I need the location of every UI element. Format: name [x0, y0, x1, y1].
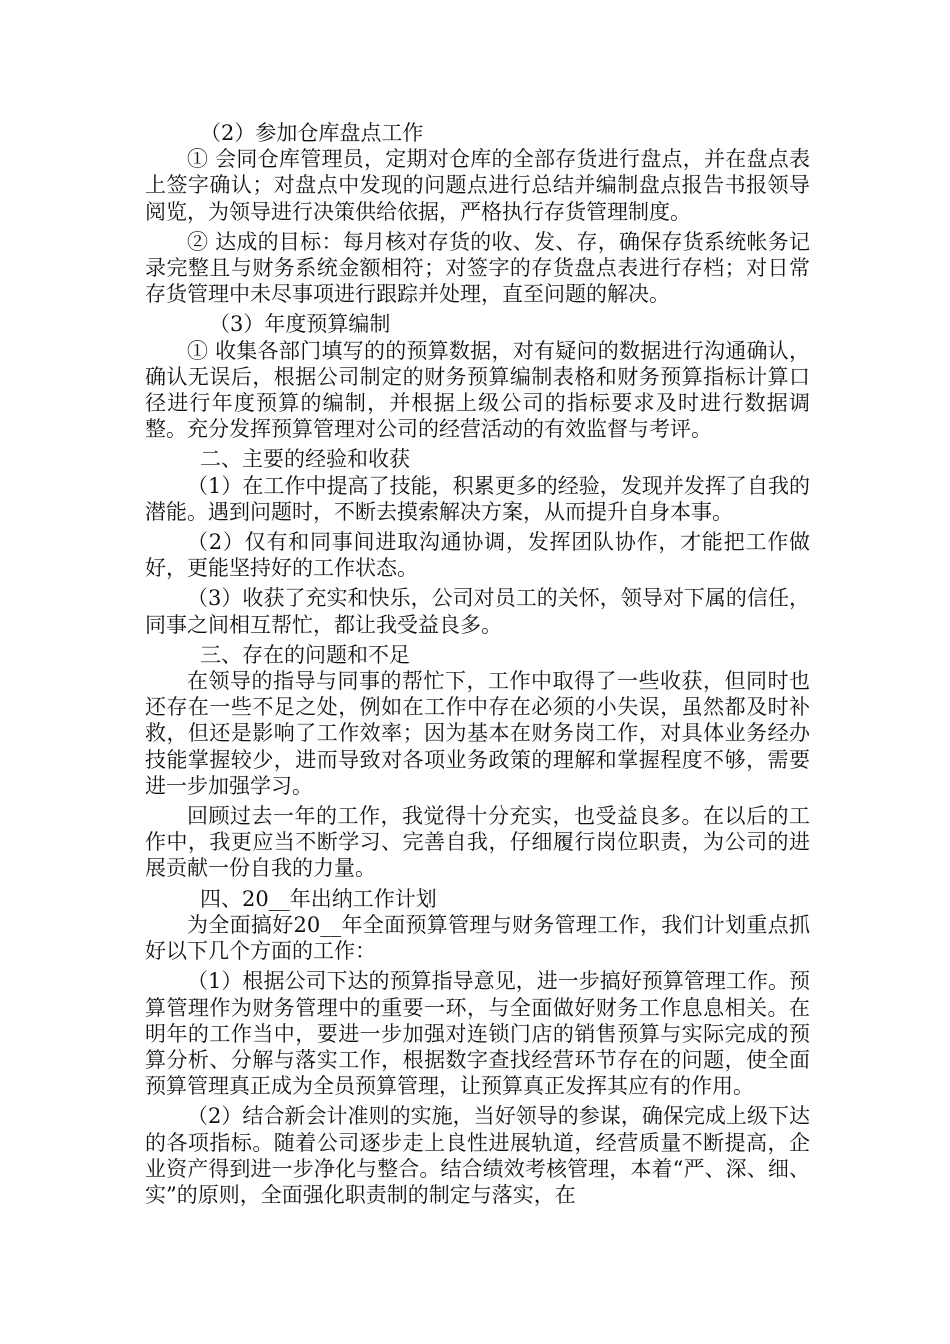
paragraph: （3）收获了充实和快乐，公司对员工的关怀，领导对下属的信任，同事之间相互帮忙，都让我受益良多。 [145, 586, 810, 637]
section-heading-problems: 三、存在的问题和不足 [200, 642, 410, 667]
paragraph: ① 收集各部门填写的的预算数据，对有疑问的数据进行沟通确认，确认无误后，根据公司制定的财务预算编制表格和财务预算指标计算口径进行年度预算的编制，并根据上级公司的指标要求及时进行数据调整。充分发挥预算管理对公司的经营活动的有效监督与考评。 [145, 338, 810, 442]
paragraph: （2）结合新会计准则的实施，当好领导的参谋，确保完成上级下达的各项指标。随着公司逐步走上良性进展轨道，经营质量不断提高，企业资产得到进一步净化与整合。结合绩效考核管理，本着“严、深、细、实”的原则，全面强化职责制的制定与落实，在 [145, 1104, 810, 1207]
paragraph: （1）在工作中提高了技能，积累更多的经验，发现并发挥了自我的潜能。遇到问题时，不断去摸索解决方案，从而提升自身本事。 [145, 473, 810, 524]
paragraph: 在领导的指导与同事的帮忙下，工作中取得了一些收获，但同时也还存在一些不足之处，例如在工作中存在必须的小失误，虽然都及时补救，但还是影响了工作效率；因为基本在财务岗工作，对具体业务经办技能掌握较少，进而导致对各项业务政策的理解和掌握程度不够，需要进一步加强学习。 [145, 669, 810, 798]
paragraph: ① 会同仓库管理员，定期对仓库的全部存货进行盘点，并在盘点表上签字确认；对盘点中发现的问题点进行总结并编制盘点报告书报领导阅览，为领导进行决策供给依据，严格执行存货管理制度。 [145, 147, 810, 224]
paragraph: （1）根据公司下达的预算指导意见，进一步搞好预算管理工作。预算管理作为财务管理中的重要一环，与全面做好财务工作息息相关。在明年的工作当中，要进一步加强对连锁门店的销售预算与实际完成的预算分析、分解与落实工作，根据数字查找经营环节存在的问题，使全面预算管理真正成为全员预算管理，让预算真正发挥其应有的作用。 [145, 969, 810, 1099]
document-body [145, 120, 810, 1212]
paragraph: ② 达成的目标：每月核对存货的收、发、存，确保存货系统帐务记录完整且与财务系统金额相符；对签字的存货盘点表进行存档；对日常存货管理中未尽事项进行跟踪并处理，直至问题的解决。 [145, 229, 810, 307]
paragraph: （2）仅有和同事间进取沟通协调，发挥团队协作，才能把工作做好，更能坚持好的工作状态。 [145, 530, 810, 581]
paragraph: 回顾过去一年的工作，我觉得十分充实，也受益良多。在以后的工作中，我更应当不断学习、完善自我，仔细履行岗位职责，为公司的进展贡献一份自我的力量。 [145, 804, 810, 881]
subheading-warehouse-inventory: （2）参加仓库盘点工作 [200, 121, 424, 145]
section-heading-plan: 四、20__年出纳工作计划 [200, 886, 437, 911]
section-heading-experience: 二、主要的经验和收获 [200, 447, 410, 472]
paragraph: 为全面搞好20__年全面预算管理与财务管理工作，我们计划重点抓好以下几个方面的工作： [145, 912, 810, 964]
subheading-annual-budget: （3）年度预算编制 [209, 312, 391, 337]
